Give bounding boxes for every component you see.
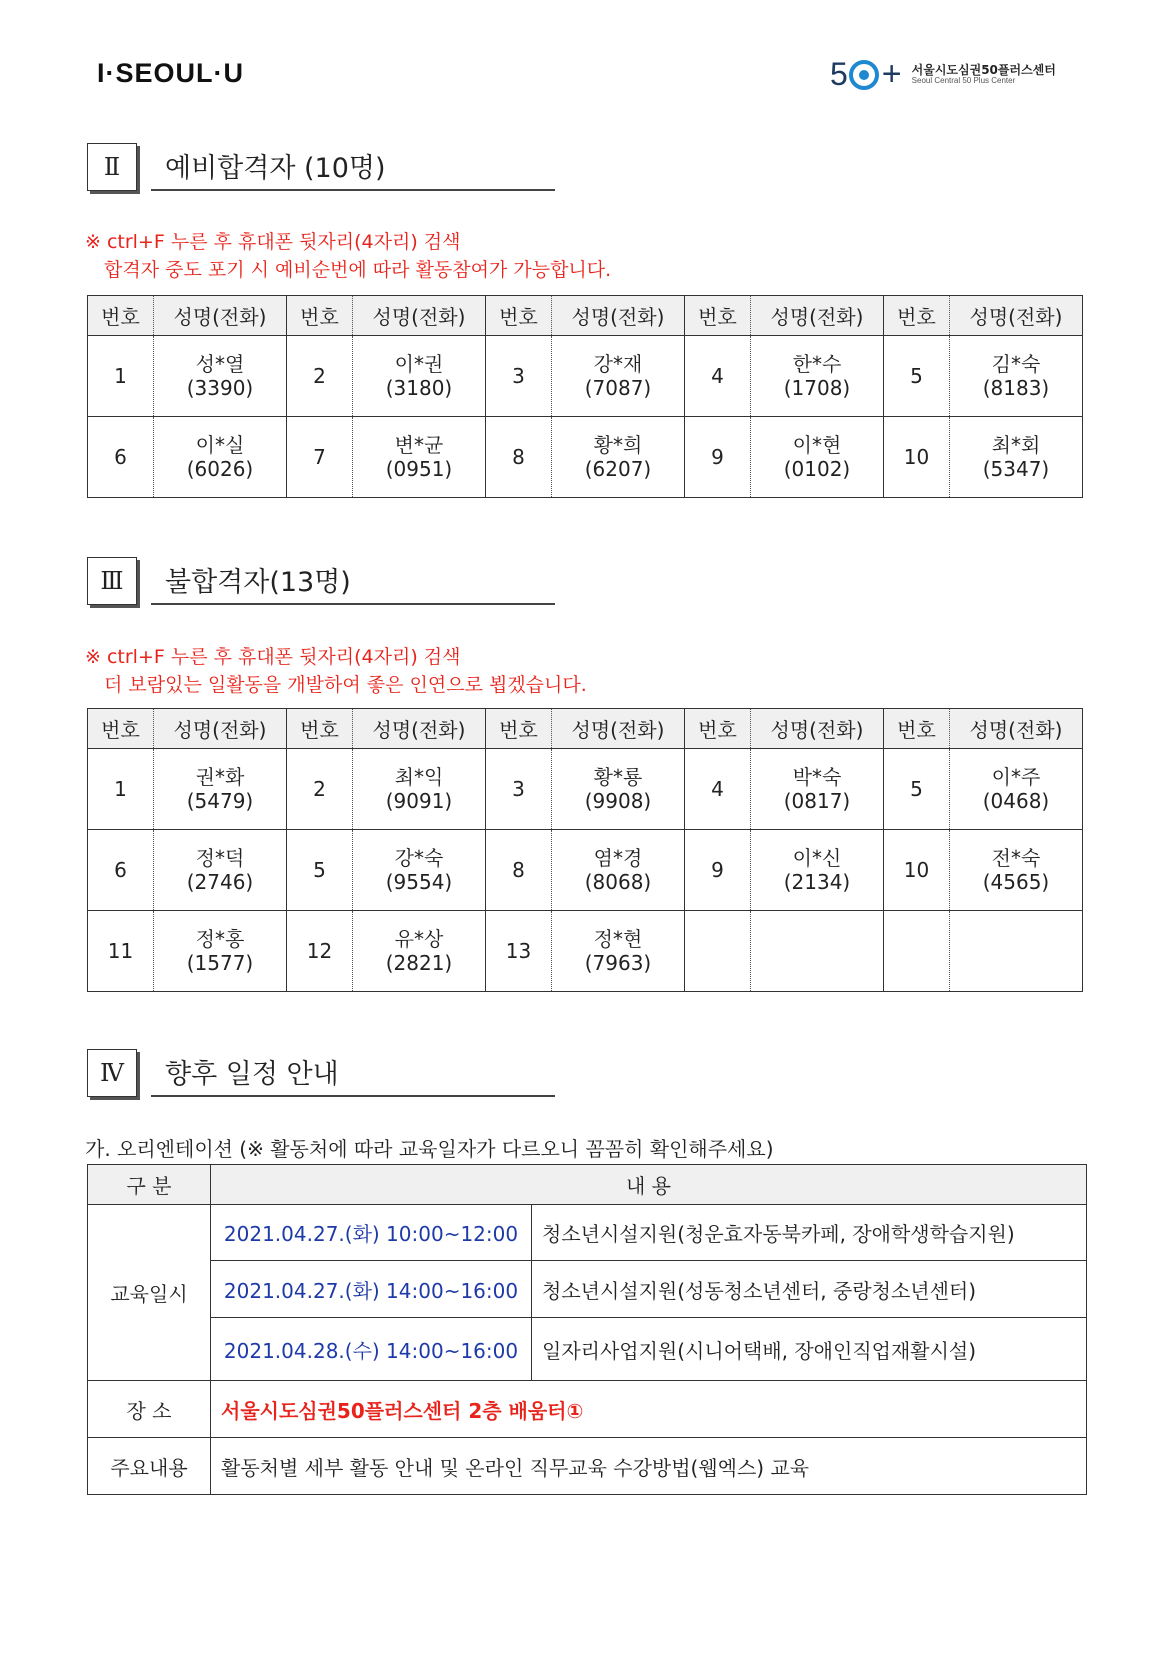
edu-label: 교육일시 bbox=[88, 1205, 211, 1381]
center-name-ko: 서울시도심권50플러스센터 bbox=[911, 62, 1056, 77]
person-phone: (4565) bbox=[982, 870, 1050, 894]
col-header-number: 번호 bbox=[287, 296, 353, 336]
fifty-plus-mark bbox=[830, 55, 902, 94]
person-name: 정*현 bbox=[593, 927, 643, 951]
row-number: 6 bbox=[88, 830, 154, 911]
row-number: 2 bbox=[287, 336, 353, 417]
person-phone: (0817) bbox=[783, 789, 851, 813]
section-2-numeral: Ⅱ bbox=[87, 143, 137, 191]
table-row bbox=[88, 830, 1083, 911]
person-cell bbox=[950, 417, 1083, 498]
person-name: 황*희 bbox=[593, 433, 643, 457]
plus-icon: + bbox=[881, 55, 902, 93]
col-header-number: 번호 bbox=[486, 296, 552, 336]
col-header-name: 성명(전화) bbox=[751, 709, 884, 749]
col-header-number: 번호 bbox=[884, 709, 950, 749]
row-number: 5 bbox=[287, 830, 353, 911]
row-number: 9 bbox=[685, 830, 751, 911]
person-name: 박*숙 bbox=[792, 765, 842, 789]
person-name: 성*열 bbox=[195, 352, 245, 376]
person-name: 이*주 bbox=[991, 765, 1041, 789]
person-cell bbox=[552, 830, 685, 911]
person-name: 정*홍 bbox=[195, 927, 245, 951]
session-date: 2021.04.27.(화) 14:00~16:00 bbox=[211, 1261, 532, 1318]
person-phone: (1708) bbox=[783, 376, 851, 400]
section-4-heading bbox=[87, 1049, 555, 1097]
place-label: 장 소 bbox=[88, 1381, 211, 1438]
person-phone: (7963) bbox=[584, 951, 652, 975]
section-3-note bbox=[85, 643, 587, 699]
col-content: 내 용 bbox=[211, 1165, 1087, 1205]
table-row bbox=[88, 749, 1083, 830]
session-date: 2021.04.28.(수) 14:00~16:00 bbox=[211, 1318, 532, 1381]
person-name: 정*덕 bbox=[195, 846, 245, 870]
person-name: 이*권 bbox=[394, 352, 444, 376]
person-phone: (6207) bbox=[584, 457, 652, 481]
person-phone: (8183) bbox=[982, 376, 1050, 400]
logo-numeral: 5 bbox=[830, 56, 848, 92]
row-number: 2 bbox=[287, 749, 353, 830]
note-line-2: 더 보람있는 일활동을 개발하여 좋은 인연으로 뵙겠습니다. bbox=[104, 674, 587, 696]
person-cell bbox=[552, 417, 685, 498]
person-name: 한*수 bbox=[792, 352, 842, 376]
person-cell bbox=[154, 830, 287, 911]
section-3-title: 불합격자(13명) bbox=[151, 560, 555, 605]
person-phone: (2134) bbox=[783, 870, 851, 894]
person-cell bbox=[950, 830, 1083, 911]
center-name-en: Seoul Central 50 Plus Center bbox=[911, 75, 1016, 85]
row-number: 4 bbox=[685, 336, 751, 417]
seoul-logo: I·SEOUL·U bbox=[97, 58, 244, 88]
section-3-numeral: Ⅲ bbox=[87, 557, 137, 605]
session-desc: 청소년시설지원(청운효자동북카페, 장애학생학습지원) bbox=[532, 1205, 1087, 1261]
table-row bbox=[88, 336, 1083, 417]
row-number: 3 bbox=[486, 749, 552, 830]
col-header-name: 성명(전화) bbox=[751, 296, 884, 336]
person-cell bbox=[552, 336, 685, 417]
col-header-number: 번호 bbox=[88, 709, 154, 749]
note-line-1: ※ ctrl+F 누른 후 휴대폰 뒷자리(4자리) 검색 bbox=[85, 646, 461, 668]
person-phone: (2821) bbox=[385, 951, 453, 975]
person-cell bbox=[353, 830, 486, 911]
col-header-name: 성명(전화) bbox=[552, 296, 685, 336]
person-cell bbox=[353, 911, 486, 992]
col-header-number: 번호 bbox=[287, 709, 353, 749]
person-phone: (0951) bbox=[385, 457, 453, 481]
session-desc: 청소년시설지원(성동청소년센터, 중랑청소년센터) bbox=[532, 1261, 1087, 1318]
row-number: 13 bbox=[486, 911, 552, 992]
person-phone: (0102) bbox=[783, 457, 851, 481]
person-name: 이*실 bbox=[195, 433, 245, 457]
schedule-table bbox=[87, 1164, 1087, 1495]
person-phone: (6026) bbox=[186, 457, 254, 481]
row-number: 11 bbox=[88, 911, 154, 992]
person-cell bbox=[751, 830, 884, 911]
person-phone: (7087) bbox=[584, 376, 652, 400]
section-2-heading bbox=[87, 143, 555, 191]
person-name: 최*회 bbox=[991, 433, 1041, 457]
session-date: 2021.04.27.(화) 10:00~12:00 bbox=[211, 1205, 532, 1261]
person-phone: (9091) bbox=[385, 789, 453, 813]
section-3-heading bbox=[87, 557, 555, 605]
col-header-number: 번호 bbox=[884, 296, 950, 336]
row-number: 6 bbox=[88, 417, 154, 498]
col-header-name: 성명(전화) bbox=[353, 296, 486, 336]
person-phone: (8068) bbox=[584, 870, 652, 894]
section-4-numeral: Ⅳ bbox=[87, 1049, 137, 1097]
session-desc: 일자리사업지원(시니어택배, 장애인직업재활시설) bbox=[532, 1318, 1087, 1381]
person-name: 강*숙 bbox=[394, 846, 444, 870]
row-number bbox=[685, 911, 751, 992]
person-name: 김*숙 bbox=[991, 352, 1041, 376]
section-4-title: 향후 일정 안내 bbox=[151, 1052, 555, 1097]
person-phone: (5347) bbox=[982, 457, 1050, 481]
row-number: 3 bbox=[486, 336, 552, 417]
row-number: 5 bbox=[884, 336, 950, 417]
col-category: 구 분 bbox=[88, 1165, 211, 1205]
person-cell bbox=[950, 749, 1083, 830]
person-phone: (5479) bbox=[186, 789, 254, 813]
person-name: 황*룡 bbox=[593, 765, 643, 789]
col-header-name: 성명(전화) bbox=[950, 296, 1083, 336]
person-name: 이*현 bbox=[792, 433, 842, 457]
person-name: 권*화 bbox=[195, 765, 245, 789]
person-cell bbox=[353, 749, 486, 830]
main-value: 활동처별 세부 활동 안내 및 온라인 직무교육 수강방법(웹엑스) 교육 bbox=[211, 1438, 1087, 1495]
person-cell bbox=[154, 417, 287, 498]
person-name: 이*신 bbox=[792, 846, 842, 870]
rejected-table bbox=[87, 708, 1083, 992]
note-line-2: 합격자 중도 포기 시 예비순번에 따라 활동참여가 가능합니다. bbox=[104, 259, 612, 281]
person-cell bbox=[950, 336, 1083, 417]
row-number: 8 bbox=[486, 417, 552, 498]
person-phone: (0468) bbox=[982, 789, 1050, 813]
note-line-1: ※ ctrl+F 누른 후 휴대폰 뒷자리(4자리) 검색 bbox=[85, 231, 461, 253]
person-name: 강*재 bbox=[593, 352, 643, 376]
col-header-number: 번호 bbox=[88, 296, 154, 336]
person-cell bbox=[552, 911, 685, 992]
col-header-number: 번호 bbox=[486, 709, 552, 749]
row-number: 1 bbox=[88, 336, 154, 417]
person-cell bbox=[154, 749, 287, 830]
col-header-name: 성명(전화) bbox=[353, 709, 486, 749]
person-name: 염*경 bbox=[593, 846, 643, 870]
person-phone: (9908) bbox=[584, 789, 652, 813]
person-phone: (1577) bbox=[186, 951, 254, 975]
ring-icon bbox=[849, 60, 879, 90]
main-label: 주요내용 bbox=[88, 1438, 211, 1495]
person-phone: (3390) bbox=[186, 376, 254, 400]
person-cell bbox=[950, 911, 1083, 992]
row-number: 7 bbox=[287, 417, 353, 498]
col-header-name: 성명(전화) bbox=[154, 709, 287, 749]
col-header-name: 성명(전화) bbox=[154, 296, 287, 336]
person-cell bbox=[552, 749, 685, 830]
table-row bbox=[88, 911, 1083, 992]
person-phone: (9554) bbox=[385, 870, 453, 894]
row-number: 4 bbox=[685, 749, 751, 830]
table-row bbox=[88, 417, 1083, 498]
orientation-subtitle: 가. 오리엔테이션 (※ 활동처에 따라 교육일자가 다르오니 꼼꼼히 확인해주세요) bbox=[85, 1137, 774, 1161]
row-number: 8 bbox=[486, 830, 552, 911]
row-number: 10 bbox=[884, 830, 950, 911]
section-2-title: 예비합격자 (10명) bbox=[151, 146, 555, 191]
person-cell bbox=[751, 911, 884, 992]
person-name: 최*익 bbox=[394, 765, 444, 789]
row-number: 10 bbox=[884, 417, 950, 498]
col-header-number: 번호 bbox=[685, 296, 751, 336]
person-cell bbox=[353, 336, 486, 417]
center-logo bbox=[830, 55, 1056, 94]
place-value: 서울시도심권50플러스센터 2층 배움터① bbox=[211, 1381, 1087, 1438]
person-name: 전*숙 bbox=[991, 846, 1041, 870]
row-number: 9 bbox=[685, 417, 751, 498]
row-number: 5 bbox=[884, 749, 950, 830]
col-header-name: 성명(전화) bbox=[552, 709, 685, 749]
person-phone: (2746) bbox=[186, 870, 254, 894]
person-cell bbox=[751, 749, 884, 830]
row-number: 1 bbox=[88, 749, 154, 830]
person-name: 변*균 bbox=[394, 433, 444, 457]
section-2-note bbox=[85, 228, 611, 284]
person-cell bbox=[353, 417, 486, 498]
reserve-table bbox=[87, 295, 1083, 498]
row-number bbox=[884, 911, 950, 992]
col-header-number: 번호 bbox=[685, 709, 751, 749]
person-cell bbox=[154, 336, 287, 417]
person-cell bbox=[154, 911, 287, 992]
person-cell bbox=[751, 336, 884, 417]
row-number: 12 bbox=[287, 911, 353, 992]
person-phone: (3180) bbox=[385, 376, 453, 400]
person-name: 유*상 bbox=[394, 927, 444, 951]
person-cell bbox=[751, 417, 884, 498]
col-header-name: 성명(전화) bbox=[950, 709, 1083, 749]
